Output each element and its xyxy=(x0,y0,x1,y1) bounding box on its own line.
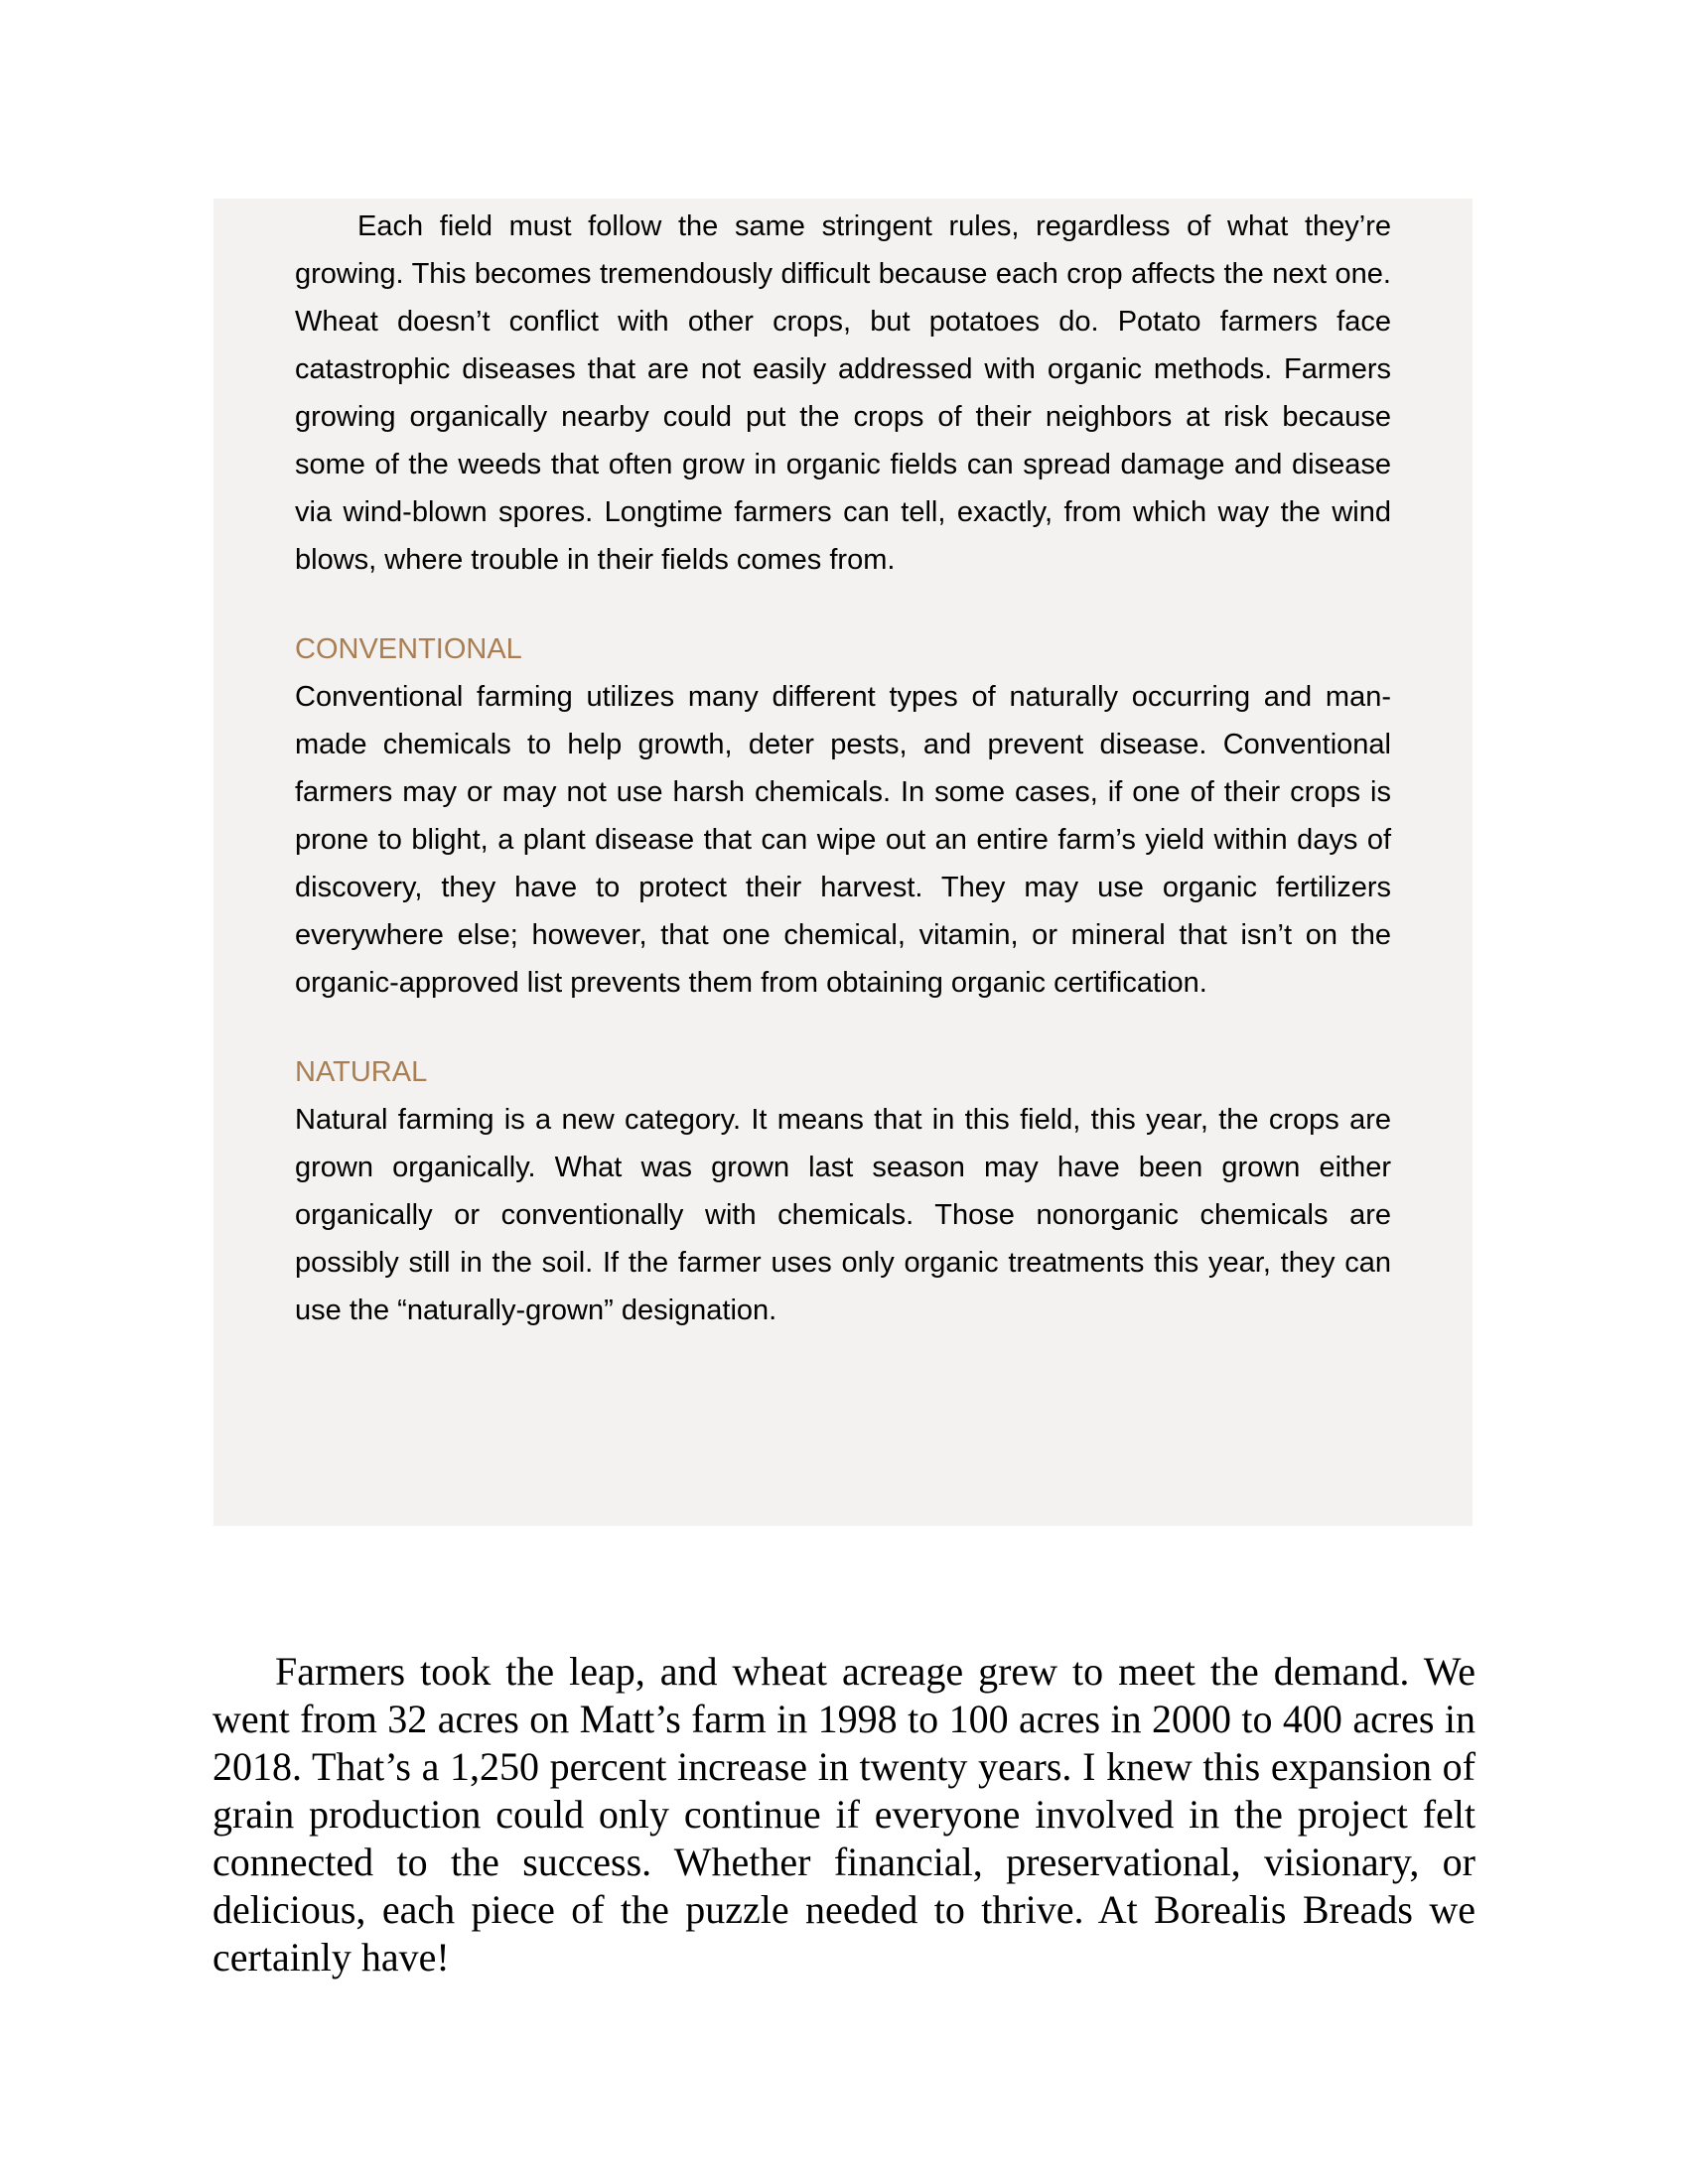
natural-paragraph: Natural farming is a new category. It means that in this field, this year, the crops are grown organically. What was grown last season may have been grown either organically or conventionally with chemicals. Those nonorganic chemicals are possibly still in the soil. If the farmer uses only organic treatments this year, they can use the “naturally-grown” designation. xyxy=(295,1104,1391,1326)
sidebar-box xyxy=(213,199,1473,1526)
sidebar-intro-paragraph: Each field must follow the same stringent rules, regardless of what they’re growing. This becomes tremendously difficult because each crop affects the next one. Wheat doesn’t conflict with other crops, but potatoes do. Potato farmers face catastrophic diseases that are not easily addressed with organic methods. Farmers growing organically nearby could put the crops of their neighbors at risk because some of the weeds that often grow in organic fields can spread damage and disease via wind-blown spores. Longtime farmers can tell, exactly, from which way the wind blows, where trouble in their fields comes from. xyxy=(295,210,1391,576)
body-paragraph: Farmers took the leap, and wheat acreage grew to meet the demand. We went from 32 acres on Matt’s farm in 1998 to 100 acres in 2000 to 400 acres in 2018. That’s a 1,250 percent increase in twenty years. I knew this expansion of grain production could only continue if everyone involved in the project felt connected to the success. Whether financial, preservational, visionary, or delicious, each piece of the puzzle needed to thrive. At Borealis Breads we certainly have! xyxy=(212,1649,1476,1979)
natural-heading: NATURAL xyxy=(295,1056,428,1088)
conventional-heading: CONVENTIONAL xyxy=(295,633,522,665)
conventional-paragraph: Conventional farming utilizes many different types of naturally occurring and man-made chemicals to help growth, deter pests, and prevent disease. Conventional farmers may or may not use harsh chemicals. In some cases, if one of their crops is prone to blight, a plant disease that can wipe out an entire farm’s yield within days of discovery, they have to protect their harvest. They may use organic fertilizers everywhere else; however, that one chemical, vitamin, or mineral that isn’t on the organic-approved list prevents them from obtaining organic certification. xyxy=(295,681,1391,999)
